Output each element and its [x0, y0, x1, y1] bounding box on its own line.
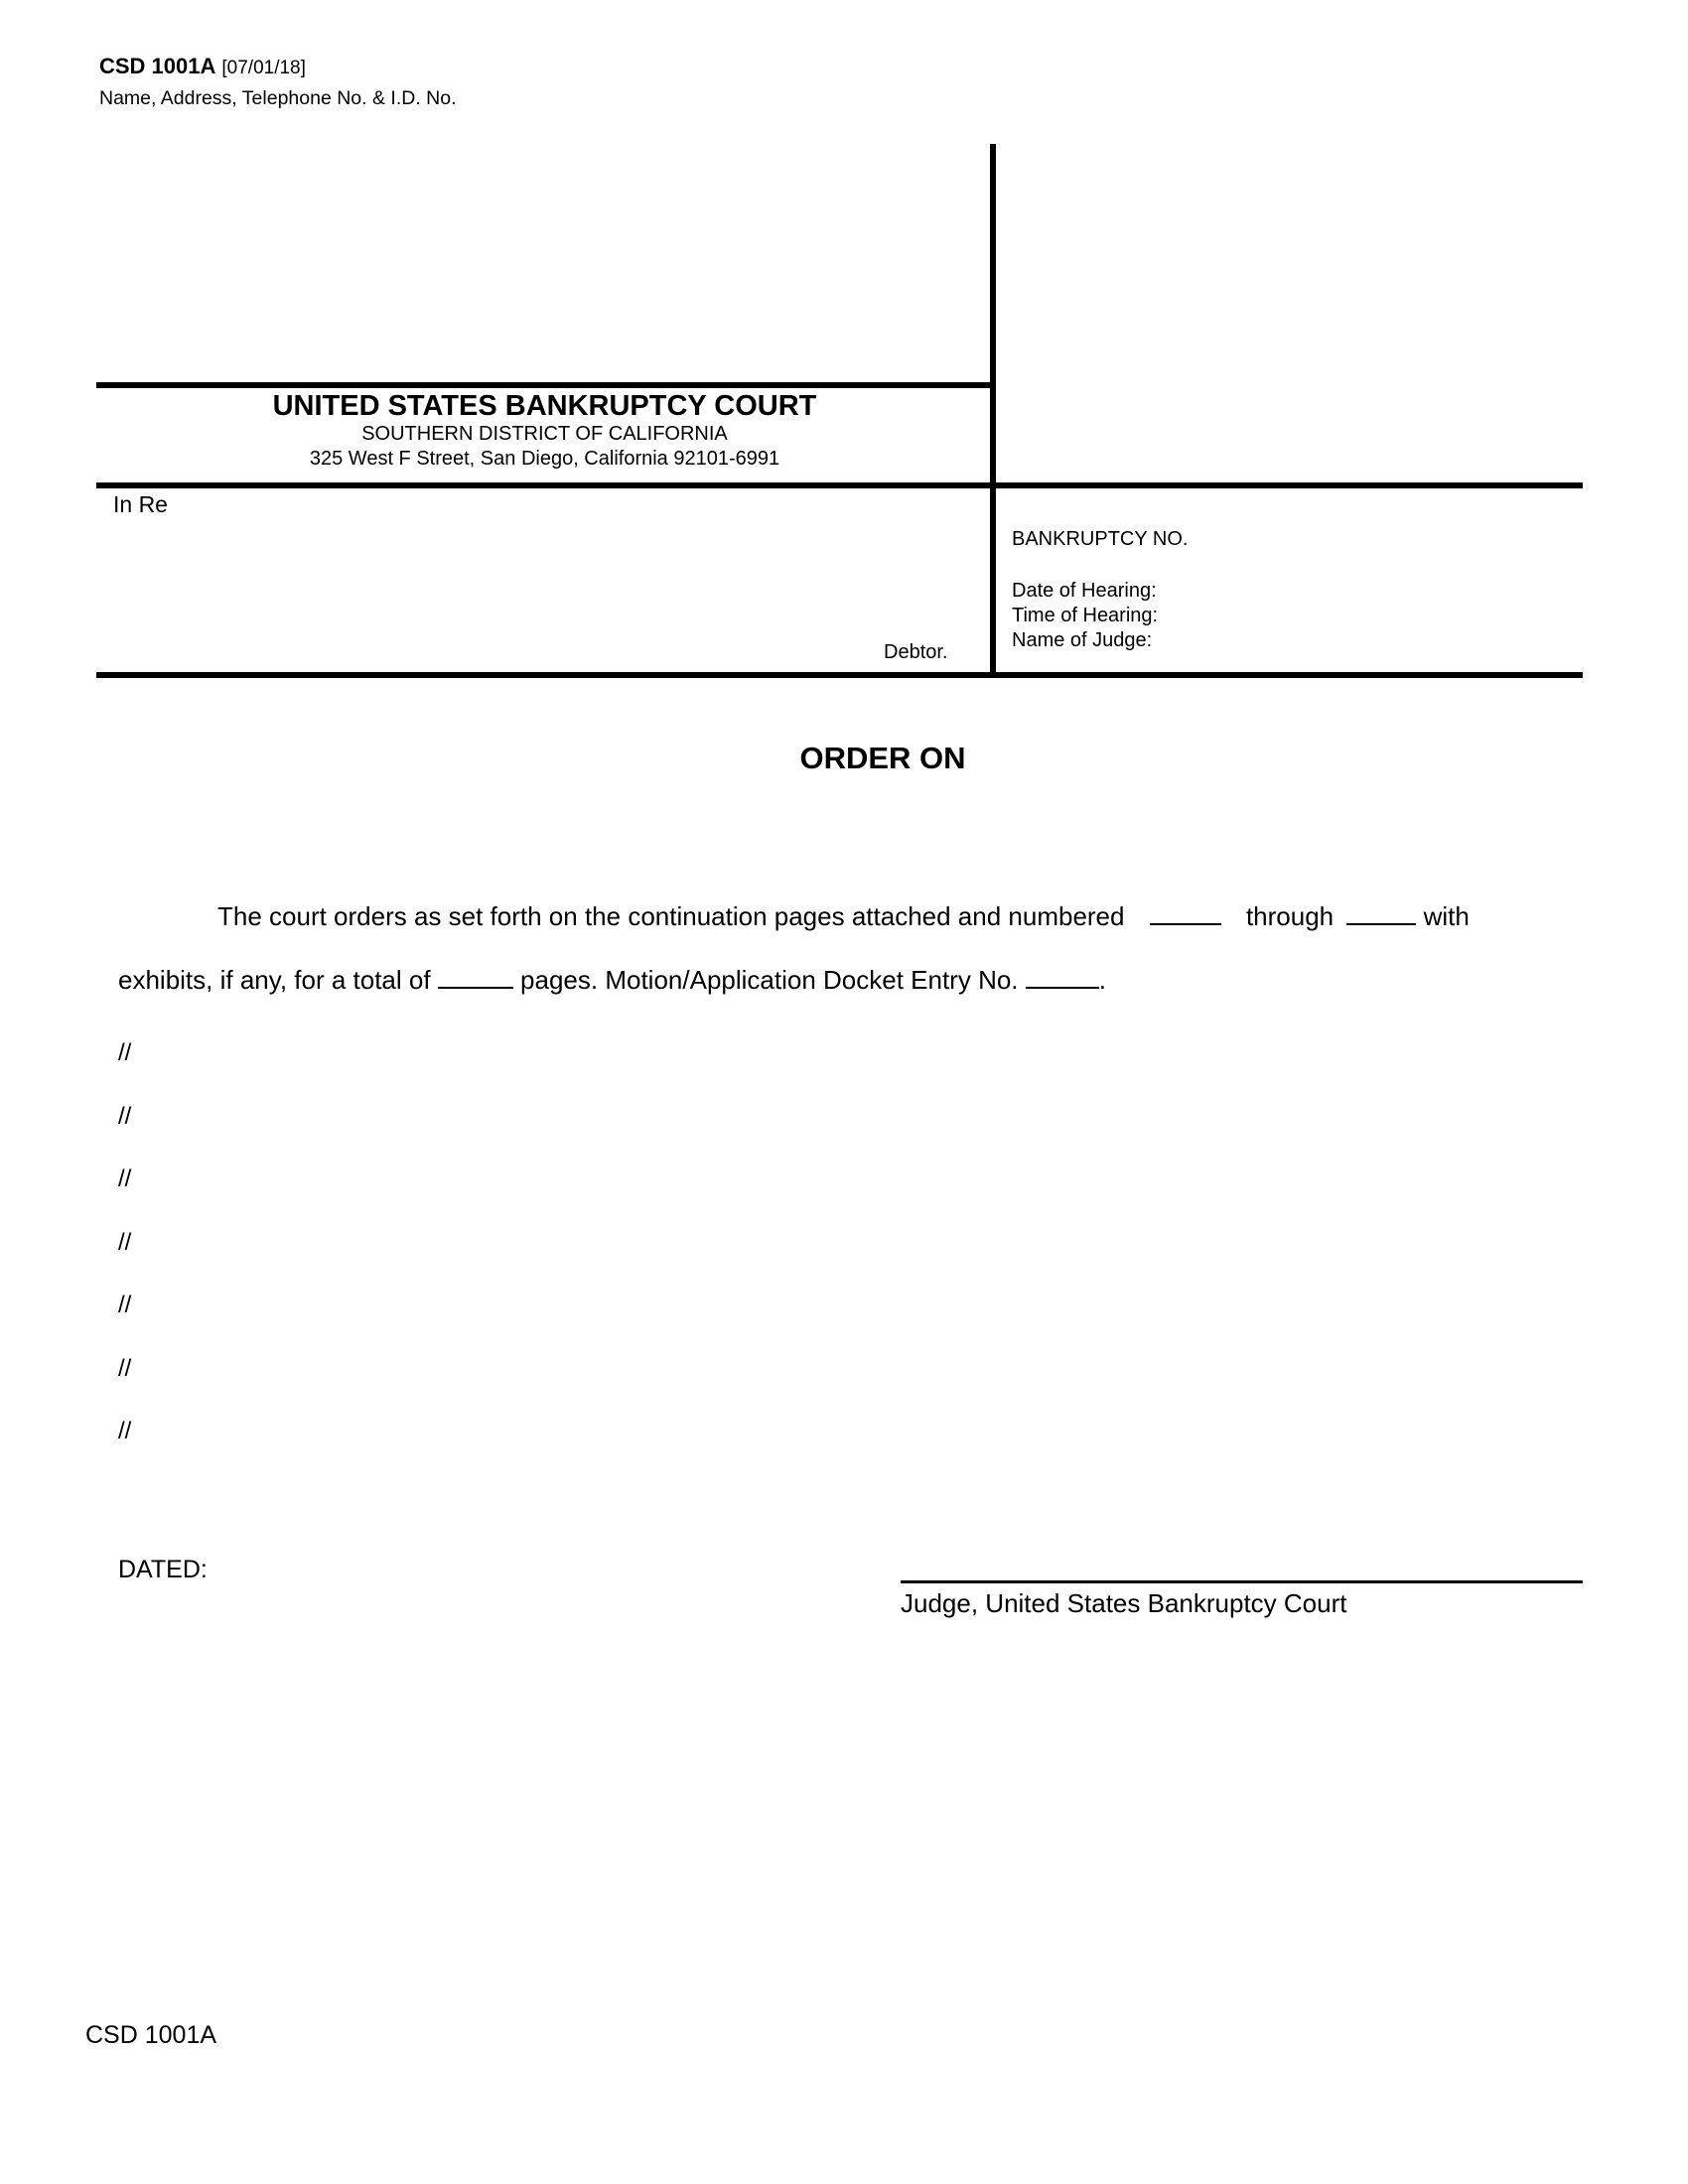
debtor-label: Debtor.	[884, 641, 948, 663]
in-re-label: In Re	[113, 491, 168, 517]
form-revision-date: [07/01/18]	[221, 58, 306, 78]
continuation-mark: //	[118, 1292, 132, 1318]
hearing-time-label: Time of Hearing:	[1012, 605, 1159, 626]
court-block-bottom-rule	[96, 482, 1583, 488]
continuation-mark: //	[118, 1103, 132, 1130]
court-address: 325 West F Street, San Diego, California 92101-6991	[309, 448, 780, 470]
line-end-period: .	[1098, 965, 1106, 995]
judge-signature-line[interactable]	[901, 1580, 1583, 1583]
start-page-blank[interactable]	[1150, 901, 1221, 925]
continuation-mark: //	[118, 1355, 132, 1382]
court-block-top-rule	[96, 382, 993, 388]
court-district: SOUTHERN DISTRICT OF CALIFORNIA	[361, 423, 728, 445]
order-text-start: The court orders as set forth on the continuation pages attached and numbered	[217, 901, 1125, 931]
court-name: UNITED STATES BANKRUPTCY COURT	[272, 390, 817, 422]
with-label: with	[1423, 901, 1470, 931]
dated-label: DATED:	[118, 1556, 208, 1583]
total-pages-blank[interactable]	[438, 965, 513, 989]
court-heading	[99, 390, 990, 472]
continuation-mark: //	[118, 1165, 132, 1192]
end-page-blank[interactable]	[1346, 901, 1416, 925]
continuation-mark: //	[118, 1229, 132, 1256]
docket-entry-blank[interactable]	[1026, 965, 1099, 989]
continuation-mark: //	[118, 1418, 132, 1444]
order-paragraph-line-1	[217, 901, 1470, 932]
bankruptcy-number-label: BANKRUPTCY NO.	[1012, 528, 1189, 550]
judge-signature-caption: Judge, United States Bankruptcy Court	[901, 1588, 1347, 1618]
form-code: CSD 1001A	[99, 54, 216, 78]
order-paragraph-line-2	[118, 965, 1106, 996]
document-title: ORDER ON	[799, 741, 966, 775]
caption-vertical-divider	[990, 144, 996, 677]
continuation-mark: //	[118, 1039, 132, 1066]
through-label: through	[1245, 901, 1335, 931]
caption-bottom-rule	[96, 672, 1583, 678]
judge-name-label: Name of Judge:	[1012, 629, 1153, 651]
attorney-info-label: Name, Address, Telephone No. & I.D. No.	[99, 87, 457, 109]
form-identifier	[99, 54, 306, 79]
total-pages-text: exhibits, if any, for a total of	[118, 965, 431, 995]
footer-form-code: CSD 1001A	[85, 2021, 217, 2049]
docket-entry-text: pages. Motion/Application Docket Entry No.	[520, 965, 1019, 995]
hearing-date-label: Date of Hearing:	[1012, 580, 1157, 602]
